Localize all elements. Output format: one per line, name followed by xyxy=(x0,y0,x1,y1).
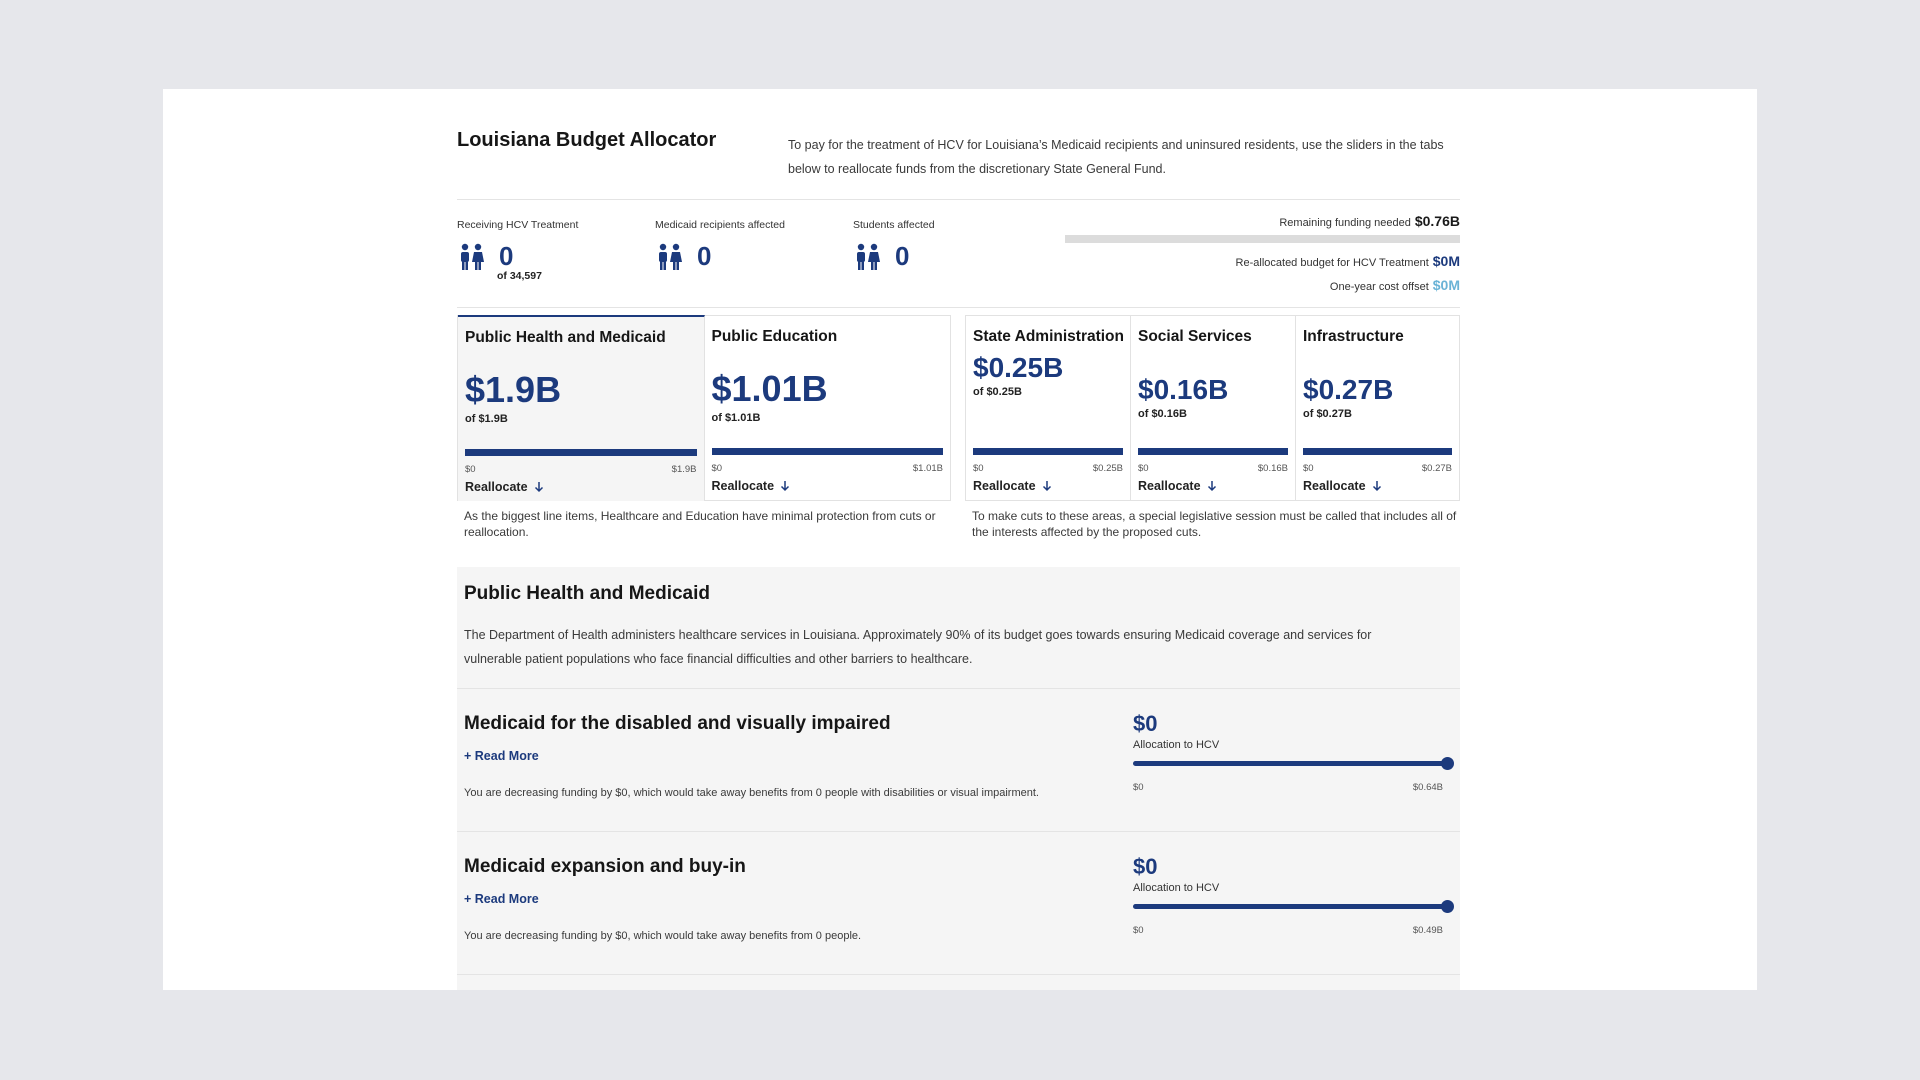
slider-max: $0.49B xyxy=(1412,925,1443,936)
card-amount: $0.27B xyxy=(1303,374,1394,405)
arrow-down-icon xyxy=(533,481,545,493)
card-amount: $0.16B xyxy=(1138,374,1229,405)
section-title: Public Health and Medicaid xyxy=(464,583,710,604)
range-max: $0.27B xyxy=(1421,463,1452,474)
cost-offset xyxy=(1065,277,1460,293)
line-item-impact: You are decreasing funding by $0, which would take away benefits from 0 people. xyxy=(464,930,862,942)
line-item-title: Medicaid for the disabled and visually impaired xyxy=(464,713,891,734)
read-more-link[interactable]: + Read More xyxy=(464,892,539,906)
line-item-title: Medicaid expansion and buy-in xyxy=(464,856,746,877)
reallocated-budget xyxy=(1065,253,1460,269)
slider-max: $0.64B xyxy=(1412,782,1443,793)
card-amount: $1.9B xyxy=(465,369,562,410)
tab-public-education[interactable] xyxy=(705,316,951,500)
reallocated-budget-label: Re-allocated budget for HCV Treatment xyxy=(1235,257,1429,269)
slider-min: $0 xyxy=(1133,782,1144,793)
cost-offset-label: One-year cost offset xyxy=(1329,281,1429,293)
card-budget-bar xyxy=(1138,448,1288,455)
reallocated-budget-value: $0M xyxy=(1432,253,1460,269)
reallocate-label: Reallocate xyxy=(465,480,528,494)
stat-value: 0 xyxy=(895,241,910,271)
allocation-slider-handle[interactable] xyxy=(1441,900,1454,913)
budget-allocator xyxy=(457,89,1460,990)
cost-offset-value: $0M xyxy=(1432,277,1460,293)
budget-line-item xyxy=(457,974,1460,990)
note-minor-categories: To make cuts to these areas, a special legislative session must be called that includes all of the interests affected by the proposed cuts. xyxy=(972,509,1457,539)
people-icon xyxy=(655,243,685,271)
card-total: of $0.16B xyxy=(1138,408,1187,420)
card-range xyxy=(973,463,1123,474)
tab-public-health-medicaid[interactable] xyxy=(458,315,705,501)
read-more-link[interactable]: + Read More xyxy=(464,749,539,763)
allocation-amount: $0 xyxy=(1133,854,1158,879)
range-max: $0.25B xyxy=(1092,463,1123,474)
reallocate-label: Reallocate xyxy=(711,479,775,493)
page-frame xyxy=(163,89,1757,990)
stat-label: Medicaid recipients affected xyxy=(655,219,785,231)
card-name: Infrastructure xyxy=(1303,328,1404,345)
reallocate-label: Reallocate xyxy=(1138,479,1201,493)
reallocate-label: Reallocate xyxy=(973,479,1036,493)
range-max: $1.01B xyxy=(912,463,943,474)
tab-state-administration[interactable] xyxy=(966,316,1131,500)
reallocate-label: Reallocate xyxy=(1303,479,1366,493)
stat-value: 0 xyxy=(697,241,712,271)
major-categories xyxy=(457,315,951,501)
card-budget-bar xyxy=(712,448,944,455)
card-budget-bar xyxy=(973,448,1123,455)
range-min: $0 xyxy=(1303,463,1314,474)
section-description: The Department of Health administers healthcare services in Louisiana. Approximately 90% of its budget goes towards ensuring Medicaid coverage and services for vulnerable patient populations who face financial difficulties and other barriers to healthcare. xyxy=(464,628,1372,666)
minor-categories xyxy=(965,315,1460,501)
range-min: $0 xyxy=(711,463,723,474)
tab-infrastructure[interactable] xyxy=(1296,316,1459,500)
divider xyxy=(457,199,1460,200)
page-title: Louisiana Budget Allocator xyxy=(457,129,717,151)
reallocate-button[interactable] xyxy=(1303,479,1383,493)
card-total: of $0.27B xyxy=(1303,408,1352,420)
card-amount: $1.01B xyxy=(711,368,828,409)
stat-medicaid-affected xyxy=(655,219,845,272)
allocation-slider-track[interactable] xyxy=(1133,761,1447,766)
stat-total: of 34,597 xyxy=(497,270,542,282)
people-icon xyxy=(457,243,487,271)
range-min: $0 xyxy=(973,463,984,474)
budget-line-item xyxy=(457,831,1460,974)
card-name: Social Services xyxy=(1138,328,1252,345)
allocation-slider-handle[interactable] xyxy=(1441,757,1454,770)
tab-social-services[interactable] xyxy=(1131,316,1296,500)
funding-summary xyxy=(1065,213,1460,293)
reallocate-button[interactable] xyxy=(712,479,792,493)
stat-value: 0 xyxy=(499,241,514,271)
card-range xyxy=(465,464,697,475)
card-name: Public Health and Medicaid xyxy=(465,329,666,346)
funding-progress-bar xyxy=(1065,235,1460,243)
stat-hcv-treatment xyxy=(457,219,647,282)
arrow-down-icon xyxy=(1371,480,1383,492)
divider xyxy=(457,307,1460,308)
remaining-funding-label: Remaining funding needed xyxy=(1279,217,1411,229)
range-min: $0 xyxy=(465,464,476,475)
allocation-amount: $0 xyxy=(1133,711,1158,736)
reallocate-button[interactable] xyxy=(973,479,1053,493)
card-total: of $1.9B xyxy=(465,413,508,425)
card-range xyxy=(712,463,944,474)
reallocate-button[interactable] xyxy=(465,480,545,494)
range-max: $1.9B xyxy=(671,464,697,475)
allocation-label: Allocation to HCV xyxy=(1133,739,1220,751)
range-max: $0.16B xyxy=(1257,463,1288,474)
card-total: of $0.25B xyxy=(973,386,1022,398)
card-total: of $1.01B xyxy=(711,412,761,424)
stat-label: Receiving HCV Treatment xyxy=(457,219,579,231)
slider-min: $0 xyxy=(1133,925,1144,936)
arrow-down-icon xyxy=(1041,480,1053,492)
stat-students-affected xyxy=(853,219,1043,272)
remaining-funding-value: $0.76B xyxy=(1414,213,1460,229)
card-budget-bar xyxy=(465,449,697,456)
card-amount: $0.25B xyxy=(973,352,1064,383)
card-name: Public Education xyxy=(711,328,838,345)
arrow-down-icon xyxy=(779,480,791,492)
arrow-down-icon xyxy=(1206,480,1218,492)
category-detail-panel xyxy=(457,567,1460,990)
card-name: State Administration xyxy=(973,328,1124,345)
budget-line-item xyxy=(457,688,1460,831)
remaining-funding xyxy=(1065,213,1460,229)
stat-label: Students affected xyxy=(853,219,935,231)
allocation-label: Allocation to HCV xyxy=(1133,882,1220,894)
reallocate-button[interactable] xyxy=(1138,479,1218,493)
line-item-impact: You are decreasing funding by $0, which would take away benefits from 0 people with disabilities or visual impairment. xyxy=(464,787,1039,799)
people-icon xyxy=(853,243,883,271)
note-major-categories: As the biggest line items, Healthcare and Education have minimal protection from cuts or reallocation. xyxy=(464,509,936,539)
intro-text: To pay for the treatment of HCV for Louisiana’s Medicaid recipients and uninsured residents, use the sliders in the tabs below to reallocate funds from the discretionary State General Fund. xyxy=(788,138,1444,176)
range-min: $0 xyxy=(1138,463,1149,474)
card-budget-bar xyxy=(1303,448,1452,455)
card-range xyxy=(1303,463,1452,474)
card-range xyxy=(1138,463,1288,474)
allocation-slider-track[interactable] xyxy=(1133,904,1447,909)
